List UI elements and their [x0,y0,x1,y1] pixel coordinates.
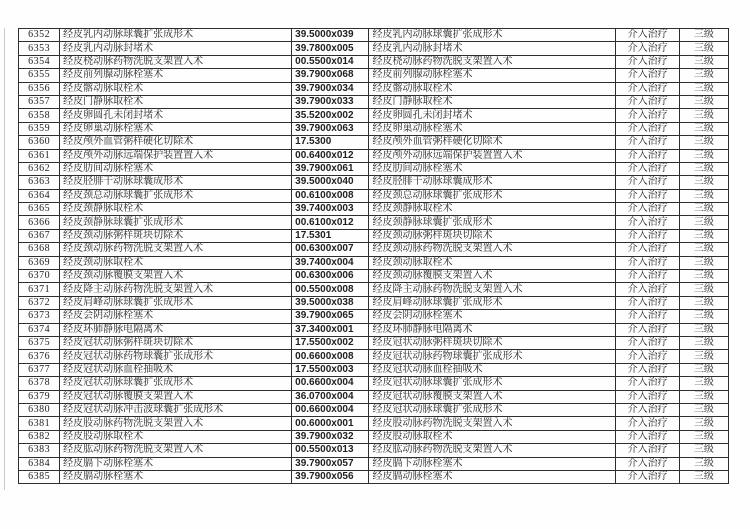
code-mapped-name: 经皮冠状动脉药物球囊扩张成形术 [369,350,616,363]
category-label: 介入治疗 [616,82,679,95]
table-row [19,229,729,242]
table-row [19,162,729,175]
procedure-name: 经皮冠状动脉球囊扩张成形术 [60,377,292,390]
table-row [19,430,729,443]
category-label: 介入治疗 [616,403,679,416]
code-mapped-name: 经皮髂动脉取栓术 [369,82,616,95]
procedure-name: 经皮冠状动脉覆膜支架置入术 [60,390,292,403]
procedure-code: 39.7900x063 [292,122,369,135]
table-row [19,189,729,202]
level-label: 三级 [679,95,728,108]
row-number: 6368 [19,243,60,256]
code-mapped-name: 经皮冠状动脉血栓抽吸术 [369,363,616,376]
table-row [19,470,729,483]
code-mapped-name: 经皮膈下动脉栓塞术 [369,457,616,470]
category-label: 介入治疗 [616,136,679,149]
procedure-code: 00.6300x007 [292,243,369,256]
table-row [19,296,729,309]
level-label: 三级 [679,430,728,443]
row-number: 6376 [19,350,60,363]
code-mapped-name: 经皮乳内动脉球囊扩张成形术 [369,29,616,42]
procedure-name: 经皮颈动脉粥样斑块切除术 [60,229,292,242]
table-row [19,310,729,323]
category-label: 介入治疗 [616,42,679,55]
procedure-code: 39.7900x033 [292,95,369,108]
category-label: 介入治疗 [616,470,679,483]
procedure-name: 经皮颈静脉球囊扩张成形术 [60,216,292,229]
code-mapped-name: 经皮颅外动脉远端保护装置置入术 [369,149,616,162]
procedure-code: 39.7900x065 [292,310,369,323]
procedure-name: 经皮冠状动脉药物球囊扩张成形术 [60,350,292,363]
row-number: 6383 [19,444,60,457]
category-label: 介入治疗 [616,444,679,457]
level-label: 三级 [679,310,728,323]
code-mapped-name: 经皮颈动脉覆膜支架置入术 [369,270,616,283]
level-label: 三级 [679,162,728,175]
row-number: 6374 [19,323,60,336]
level-label: 三级 [679,403,728,416]
code-mapped-name: 经皮股动脉药物洗脱支架置入术 [369,417,616,430]
procedure-name: 经皮冠状动脉冲击波球囊扩张成形术 [60,403,292,416]
procedure-code: 39.7400x003 [292,203,369,216]
category-label: 介入治疗 [616,55,679,68]
page-edge-line [4,28,5,490]
code-mapped-name: 经皮桡动脉药物洗脱支架置入术 [369,55,616,68]
row-number: 6366 [19,216,60,229]
category-label: 介入治疗 [616,176,679,189]
procedure-name: 经皮颈动脉覆膜支架置入术 [60,270,292,283]
category-label: 介入治疗 [616,122,679,135]
row-number: 6361 [19,149,60,162]
row-number: 6364 [19,189,60,202]
level-label: 三级 [679,55,728,68]
level-label: 三级 [679,470,728,483]
category-label: 介入治疗 [616,95,679,108]
procedure-code: 00.6600x004 [292,377,369,390]
procedure-name: 经皮前列腺动脉栓塞术 [60,69,292,82]
row-number: 6352 [19,29,60,42]
row-number: 6371 [19,283,60,296]
procedure-code: 00.6000x001 [292,417,369,430]
procedure-code: 39.7900x056 [292,470,369,483]
procedure-name: 经皮胫腓干动脉球囊成形术 [60,176,292,189]
level-label: 三级 [679,149,728,162]
table-row [19,270,729,283]
category-label: 介入治疗 [616,109,679,122]
row-number: 6365 [19,203,60,216]
procedure-name: 经皮颈动脉取栓术 [60,256,292,269]
table-row [19,42,729,55]
table-row [19,457,729,470]
table-row [19,243,729,256]
level-label: 三级 [679,377,728,390]
category-label: 介入治疗 [616,323,679,336]
procedure-code: 00.6600x004 [292,403,369,416]
row-number: 6380 [19,403,60,416]
table-row [19,82,729,95]
level-label: 三级 [679,122,728,135]
table-row [19,216,729,229]
row-number: 6360 [19,136,60,149]
category-label: 介入治疗 [616,243,679,256]
row-number: 6372 [19,296,60,309]
code-mapped-name: 经皮乳内动脉封堵术 [369,42,616,55]
table-row [19,55,729,68]
table-row [19,95,729,108]
table-row [19,417,729,430]
category-label: 介入治疗 [616,457,679,470]
procedure-name: 经皮股动脉取栓术 [60,430,292,443]
procedure-code: 00.5500x013 [292,444,369,457]
table-row [19,136,729,149]
procedure-code: 39.7800x005 [292,42,369,55]
table-row [19,444,729,457]
row-number: 6356 [19,82,60,95]
procedure-table [18,28,729,484]
table-row [19,363,729,376]
row-number: 6384 [19,457,60,470]
table-row [19,323,729,336]
procedure-name: 经皮乳内动脉封堵术 [60,42,292,55]
category-label: 介入治疗 [616,430,679,443]
code-mapped-name: 经皮肱动脉药物洗脱支架置入术 [369,444,616,457]
code-mapped-name: 经皮冠状动脉粥样斑块切除术 [369,336,616,349]
procedure-name: 经皮膈下动脉栓塞术 [60,457,292,470]
procedure-name: 经皮冠状动脉粥样斑块切除术 [60,336,292,349]
table-row [19,390,729,403]
procedure-code: 35.5200x002 [292,109,369,122]
procedure-code: 00.6400x012 [292,149,369,162]
category-label: 介入治疗 [616,390,679,403]
table-row [19,403,729,416]
procedure-table-body [19,29,729,484]
procedure-name: 经皮卵圆孔未闭封堵术 [60,109,292,122]
table-row [19,122,729,135]
category-label: 介入治疗 [616,417,679,430]
code-mapped-name: 经皮胫腓干动脉球囊成形术 [369,176,616,189]
procedure-name: 经皮髂动脉取栓术 [60,82,292,95]
table-row [19,69,729,82]
row-number: 6377 [19,363,60,376]
category-label: 介入治疗 [616,203,679,216]
row-number: 6367 [19,229,60,242]
code-mapped-name: 经皮膈动脉栓塞术 [369,470,616,483]
code-mapped-name: 经皮环肺静脉电隔离术 [369,323,616,336]
row-number: 6363 [19,176,60,189]
category-label: 介入治疗 [616,229,679,242]
level-label: 三级 [679,350,728,363]
row-number: 6375 [19,336,60,349]
level-label: 三级 [679,69,728,82]
category-label: 介入治疗 [616,256,679,269]
row-number: 6357 [19,95,60,108]
table-row [19,176,729,189]
row-number: 6354 [19,55,60,68]
level-label: 三级 [679,229,728,242]
procedure-code: 39.7400x004 [292,256,369,269]
row-number: 6382 [19,430,60,443]
procedure-code: 00.5500x014 [292,55,369,68]
level-label: 三级 [679,256,728,269]
level-label: 三级 [679,109,728,122]
code-mapped-name: 经皮颈动脉粥样斑块切除术 [369,229,616,242]
procedure-code: 39.5000x038 [292,296,369,309]
code-mapped-name: 经皮颈总动脉球囊扩张成形术 [369,189,616,202]
procedure-code: 39.7900x032 [292,430,369,443]
level-label: 三级 [679,457,728,470]
code-mapped-name: 经皮肩峰动脉球囊扩张成形术 [369,296,616,309]
procedure-name: 经皮桡动脉药物洗脱支架置入术 [60,55,292,68]
level-label: 三级 [679,323,728,336]
category-label: 介入治疗 [616,350,679,363]
code-mapped-name: 经皮冠状动脉球囊扩张成形术 [369,403,616,416]
table-row [19,283,729,296]
procedure-code: 37.3400x001 [292,323,369,336]
row-number: 6370 [19,270,60,283]
category-label: 介入治疗 [616,283,679,296]
code-mapped-name: 经皮门静脉取栓术 [369,95,616,108]
level-label: 三级 [679,296,728,309]
level-label: 三级 [679,243,728,256]
procedure-name: 经皮门静脉取栓术 [60,95,292,108]
row-number: 6369 [19,256,60,269]
procedure-name: 经皮降主动脉药物洗脱支架置入术 [60,283,292,296]
code-mapped-name: 经皮卵圆孔未闭封堵术 [369,109,616,122]
row-number: 6362 [19,162,60,175]
category-label: 介入治疗 [616,162,679,175]
category-label: 介入治疗 [616,149,679,162]
level-label: 三级 [679,363,728,376]
row-number: 6385 [19,470,60,483]
level-label: 三级 [679,42,728,55]
procedure-name: 经皮肋间动脉栓塞术 [60,162,292,175]
procedure-name: 经皮肱动脉药物洗脱支架置入术 [60,444,292,457]
level-label: 三级 [679,283,728,296]
level-label: 三级 [679,176,728,189]
table-row [19,377,729,390]
procedure-code: 17.5500x003 [292,363,369,376]
table-row [19,29,729,42]
procedure-name: 经皮颅外动脉远端保护装置置入术 [60,149,292,162]
code-mapped-name: 经皮肋间动脉栓塞术 [369,162,616,175]
procedure-code: 39.7900x034 [292,82,369,95]
category-label: 介入治疗 [616,363,679,376]
level-label: 三级 [679,203,728,216]
table-row [19,203,729,216]
category-label: 介入治疗 [616,216,679,229]
procedure-name: 经皮会阴动脉栓塞术 [60,310,292,323]
procedure-code: 00.6600x008 [292,350,369,363]
procedure-name: 经皮冠状动脉血栓抽吸术 [60,363,292,376]
category-label: 介入治疗 [616,29,679,42]
row-number: 6381 [19,417,60,430]
level-label: 三级 [679,270,728,283]
procedure-name: 经皮卵巢动脉栓塞术 [60,122,292,135]
category-label: 介入治疗 [616,377,679,390]
level-label: 三级 [679,216,728,229]
category-label: 介入治疗 [616,336,679,349]
level-label: 三级 [679,390,728,403]
code-mapped-name: 经皮颈动脉取栓术 [369,256,616,269]
row-number: 6378 [19,377,60,390]
code-mapped-name: 经皮会阴动脉栓塞术 [369,310,616,323]
level-label: 三级 [679,444,728,457]
procedure-code: 39.7900x057 [292,457,369,470]
table-row [19,149,729,162]
code-mapped-name: 经皮股动脉取栓术 [369,430,616,443]
code-mapped-name: 经皮颅外血管粥样硬化切除术 [369,136,616,149]
procedure-code: 00.6100x012 [292,216,369,229]
level-label: 三级 [679,417,728,430]
procedure-code: 00.6300x006 [292,270,369,283]
table-row [19,336,729,349]
code-mapped-name: 经皮冠状动脉球囊扩张成形术 [369,377,616,390]
procedure-code: 17.5300 [292,136,369,149]
procedure-name: 经皮颅外血管粥样硬化切除术 [60,136,292,149]
code-mapped-name: 经皮颈静脉取栓术 [369,203,616,216]
procedure-name: 经皮乳内动脉球囊扩张成形术 [60,29,292,42]
procedure-name: 经皮环肺静脉电隔离术 [60,323,292,336]
level-label: 三级 [679,336,728,349]
category-label: 介入治疗 [616,310,679,323]
category-label: 介入治疗 [616,296,679,309]
row-number: 6355 [19,69,60,82]
procedure-code: 36.0700x004 [292,390,369,403]
procedure-name: 经皮颈静脉取栓术 [60,203,292,216]
row-number: 6359 [19,122,60,135]
row-number: 6373 [19,310,60,323]
procedure-code: 00.5500x008 [292,283,369,296]
procedure-name: 经皮颈动脉药物洗脱支架置入术 [60,243,292,256]
code-mapped-name: 经皮前列腺动脉栓塞术 [369,69,616,82]
row-number: 6379 [19,390,60,403]
category-label: 介入治疗 [616,270,679,283]
procedure-name: 经皮股动脉药物洗脱支架置入术 [60,417,292,430]
code-mapped-name: 经皮冠状动脉覆膜支架置入术 [369,390,616,403]
code-mapped-name: 经皮卵巢动脉栓塞术 [369,122,616,135]
procedure-name: 经皮膈动脉栓塞术 [60,470,292,483]
procedure-name: 经皮肩峰动脉球囊扩张成形术 [60,296,292,309]
procedure-code: 39.7900x068 [292,69,369,82]
level-label: 三级 [679,189,728,202]
procedure-code: 17.5500x002 [292,336,369,349]
level-label: 三级 [679,136,728,149]
procedure-code: 00.6100x008 [292,189,369,202]
table-row [19,109,729,122]
table-row [19,256,729,269]
procedure-name: 经皮颈总动脉球囊扩张成形术 [60,189,292,202]
code-mapped-name: 经皮颈静脉球囊扩张成形术 [369,216,616,229]
level-label: 三级 [679,82,728,95]
level-label: 三级 [679,29,728,42]
procedure-code: 17.5301 [292,229,369,242]
code-mapped-name: 经皮颈动脉药物洗脱支架置入术 [369,243,616,256]
row-number: 6358 [19,109,60,122]
procedure-code: 39.7900x061 [292,162,369,175]
code-mapped-name: 经皮降主动脉药物洗脱支架置入术 [369,283,616,296]
table-row [19,350,729,363]
row-number: 6353 [19,42,60,55]
category-label: 介入治疗 [616,189,679,202]
procedure-code: 39.5000x039 [292,29,369,42]
category-label: 介入治疗 [616,69,679,82]
procedure-code: 39.5000x040 [292,176,369,189]
